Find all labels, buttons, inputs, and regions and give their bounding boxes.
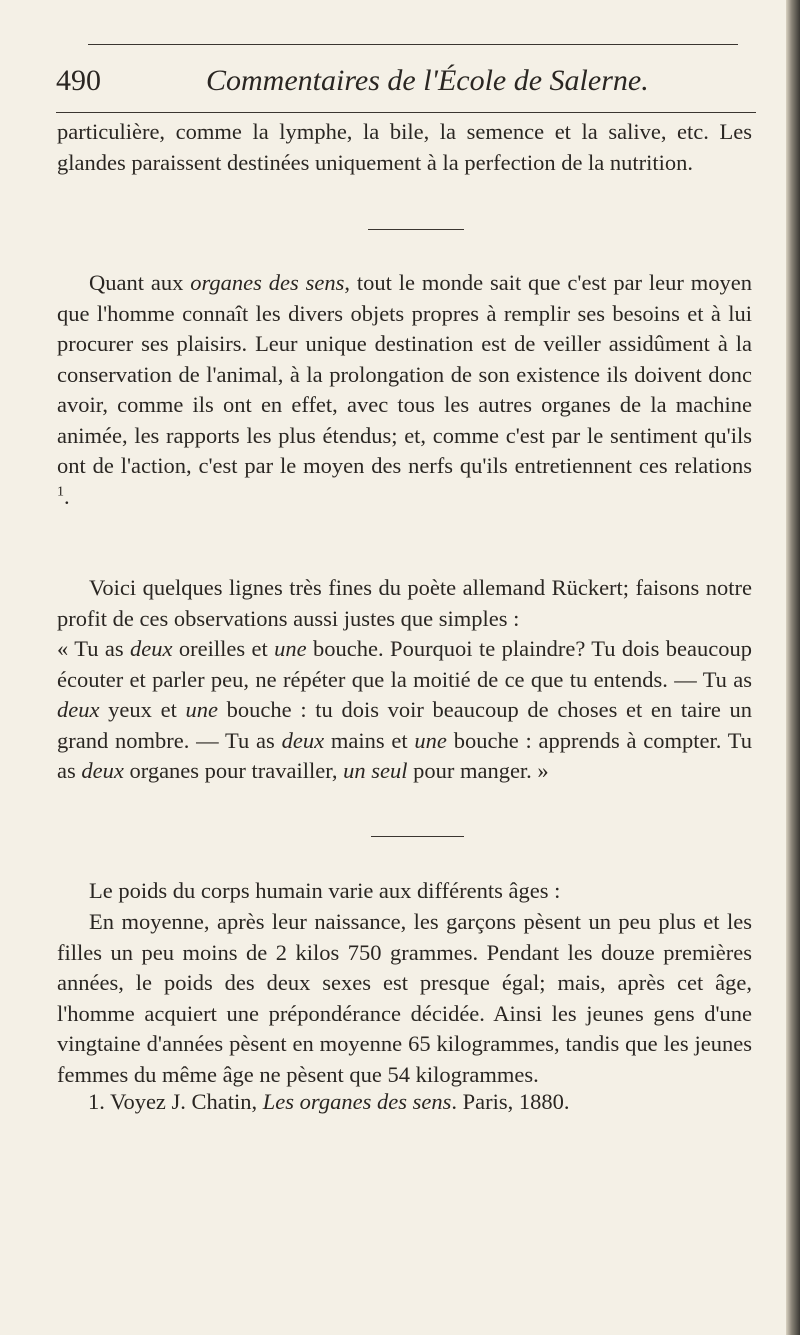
paragraph-ruckert-quote: « Tu as deux oreilles et une bouche. Pourquoi te plaindre? Tu dois beaucoup écouter et parler peu, ne répéter que la moitié de ce que tu entends. — Tu as deux yeux et une bouche : tu dois voir beaucoup de choses et en taire un grand nombre. — Tu as deux mains et une bouche : apprends à compter. Tu as deux organes pour travailler, un seul pour manger. » <box>57 636 753 783</box>
footnote-title: Les organes des sens <box>262 1089 452 1114</box>
footnote: 1. Voyez J. Chatin, Les organes des sens. Paris, 1880. <box>88 1089 570 1114</box>
section-separator-2 <box>371 836 464 837</box>
page-number: 490 <box>56 64 101 97</box>
running-title: Commentaires de l'École de Salerne. <box>206 64 649 97</box>
emphasis-organes-des-sens: organes des sens <box>190 270 345 295</box>
paragraph-ruckert-intro: Voici quelques lignes très fines du poète allemand Rückert; faisons notre profit de ces observations aussi justes que simples : <box>57 575 752 631</box>
paragraph-body-weight: En moyenne, après leur naissance, les garçons pèsent un peu plus et les filles un peu moins de 2 kilos 750 grammes. Pendant les douze premières années, le poids des deux sexes est presque égal; mais, après cet âge, l'homme acquiert une prépondérance décidée. Ainsi les jeunes gens d'une vingtaine d'années pèsent en moyenne 65 kilogrammes, tandis que les jeunes femmes du même âge ne pèsent que 54 kilogrammes. <box>57 909 752 1087</box>
page-header <box>56 64 756 104</box>
section-separator <box>368 229 464 230</box>
footnote-reference: 1 <box>57 484 64 499</box>
paragraph-body-weight-intro: Le poids du corps humain varie aux différents âges : <box>89 878 561 903</box>
page-edge-shadow <box>786 0 800 1335</box>
paragraph-sense-organs: Quant aux organes des sens, tout le monde sait que c'est par leur moyen que l'homme connaît les divers objets propres à remplir ses besoins et à lui procurer ses plaisirs. Leur unique destination est de veiller assidûment à la conservation de l'animal, à la prolongation de son existence ils doivent donc avoir, comme ils ont en effet, avec tous les autres organes de la machine animée, les rapports les plus étendus; et, comme c'est par le sentiment qu'ils ont de l'action, c'est par le moyen des nerfs qu'ils entretiennent ces relations $^1$. <box>57 270 753 509</box>
paragraph-glands: particulière, comme la lymphe, la bile, la semence et la salive, etc. Les glandes paraissent destinées uniquement à la perfection de la nutrition. <box>57 119 752 175</box>
top-rule <box>88 44 738 45</box>
header-rule <box>56 112 756 113</box>
